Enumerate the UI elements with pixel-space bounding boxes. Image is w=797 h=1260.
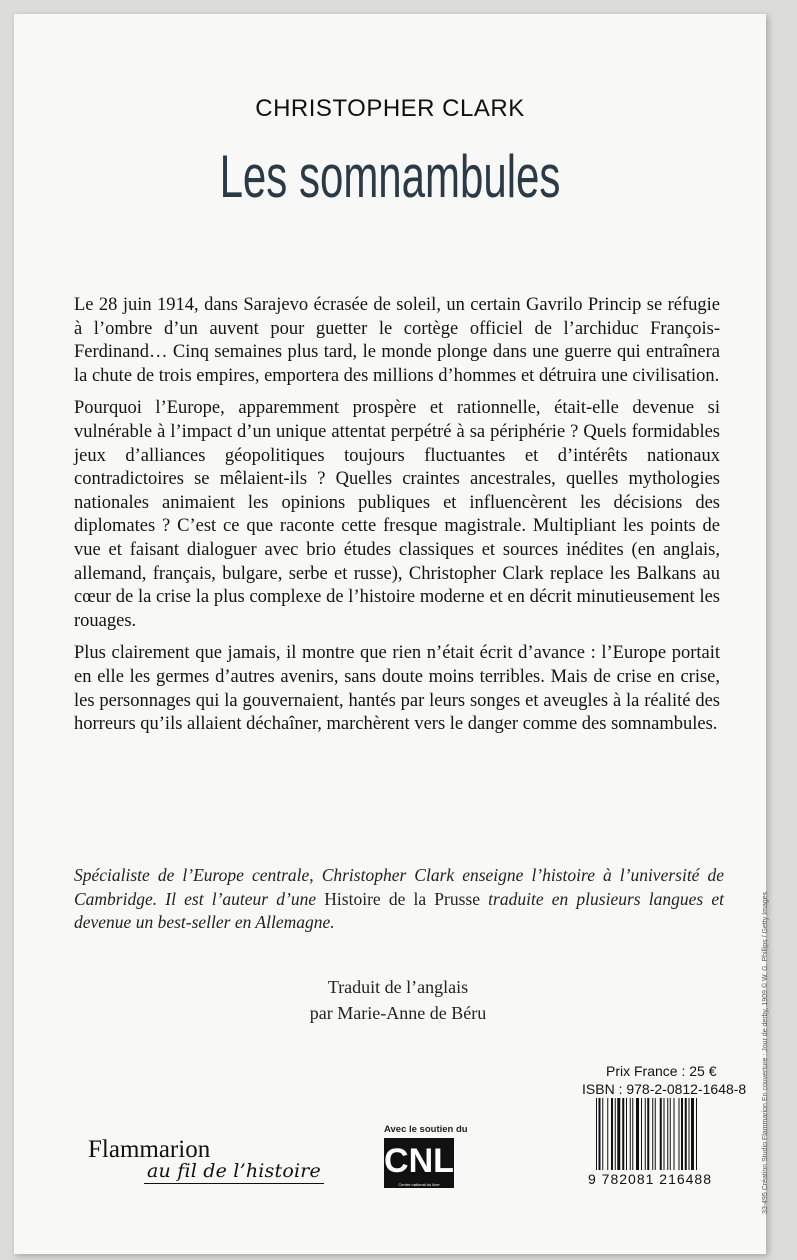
- barcode-number: 9 782081 216488: [588, 1171, 712, 1187]
- isbn: ISBN : 978-2-0812-1648-8: [582, 1081, 747, 1097]
- barcode: [596, 1098, 736, 1170]
- book-back-cover: [14, 14, 769, 1254]
- blurb: [74, 294, 720, 746]
- support-label: Avec le soutien du: [384, 1124, 468, 1135]
- cnl-logo-text: CNL: [384, 1142, 454, 1180]
- cnl-logo: [384, 1138, 454, 1188]
- book-title: Les somnambules: [219, 143, 561, 210]
- publisher-name: Flammarion: [88, 1136, 211, 1163]
- blurb-paragraph-1: Le 28 juin 1914, dans Sarajevo écrasée de soleil, un certain Gavrilo Princip se réfugie à l’ombre d’un auvent pour guetter le cortège officiel de l’archiduc François-Ferdinand… Cinq semaines plus tard, le monde plonge dans une guerre qui entraînera la chute de trois empires, emportera des millions d’hommes et détruira une civilisation.: [74, 295, 720, 386]
- bio-text-2: traduite en plusieurs langues et devenue un best-seller en Allemagne.: [74, 888, 724, 932]
- cnl-logo-subtext: Centre national du livre: [398, 1182, 440, 1187]
- author-name: CHRISTOPHER CLARK: [255, 95, 525, 122]
- price: Prix France : 25 €: [606, 1063, 717, 1079]
- image-credit: 33-495 Création Studio Flammarion En couverture : Jour de derby, 1909 © W. G. Phillips / Getty Images: [762, 891, 769, 1214]
- price-box: [582, 1062, 746, 1098]
- author-bio: [74, 864, 724, 935]
- collection-name: au fil de l’histoire: [144, 1160, 324, 1184]
- translation-credit: [250, 974, 546, 1026]
- bio-book-title: Histoire de la Prusse: [324, 888, 481, 909]
- translation-line-1: Traduit de l’anglais: [327, 977, 469, 997]
- blurb-paragraph-2: Pourquoi l’Europe, apparemment prospère et rationnelle, était-elle devenue si vulnérable à l’impact d’un unique attentat perpétré à sa périphérie ? Quels formidables jeux d’alliances géopolitiques toujours fluctuantes et d’intérêts nationaux contradictoires se mêlaient-ils ? Quelles craintes ancestrales, quelles mythologies nationales animaient les opinions publiques et influencèrent les décisions des diplomates ? C’est ce que raconte cette fresque magistrale. Multipliant les points de vue et faisant dialoguer avec brio études classiques et sources inédites (en anglais, allemand, français, bulgare, serbe et russe), Christopher Clark replace les Balkans au cœur de la crise la plus complexe de l’histoire moderne et en décrit minutieusement les rouages.: [74, 398, 720, 631]
- bio-text-1: Spécialiste de l’Europe centrale, Christopher Clark enseigne l’histoire à l’université de Cambridge. Il est l’auteur d’une: [74, 865, 724, 909]
- blurb-paragraph-3: Plus clairement que jamais, il montre que rien n’était écrit d’avance : l’Europe portait en elle les germes d’autres avenirs, sans doute moins terribles. Mais de crise en crise, les personnages qui la gouvernaient, hantés par leurs songes et aveugles à la réalité des horreurs qu’ils allaient déchaîner, marchèrent vers le danger comme des somnambules.: [74, 643, 720, 735]
- publisher-logo: [88, 1136, 324, 1184]
- translation-line-2: par Marie-Anne de Béru: [309, 1003, 487, 1023]
